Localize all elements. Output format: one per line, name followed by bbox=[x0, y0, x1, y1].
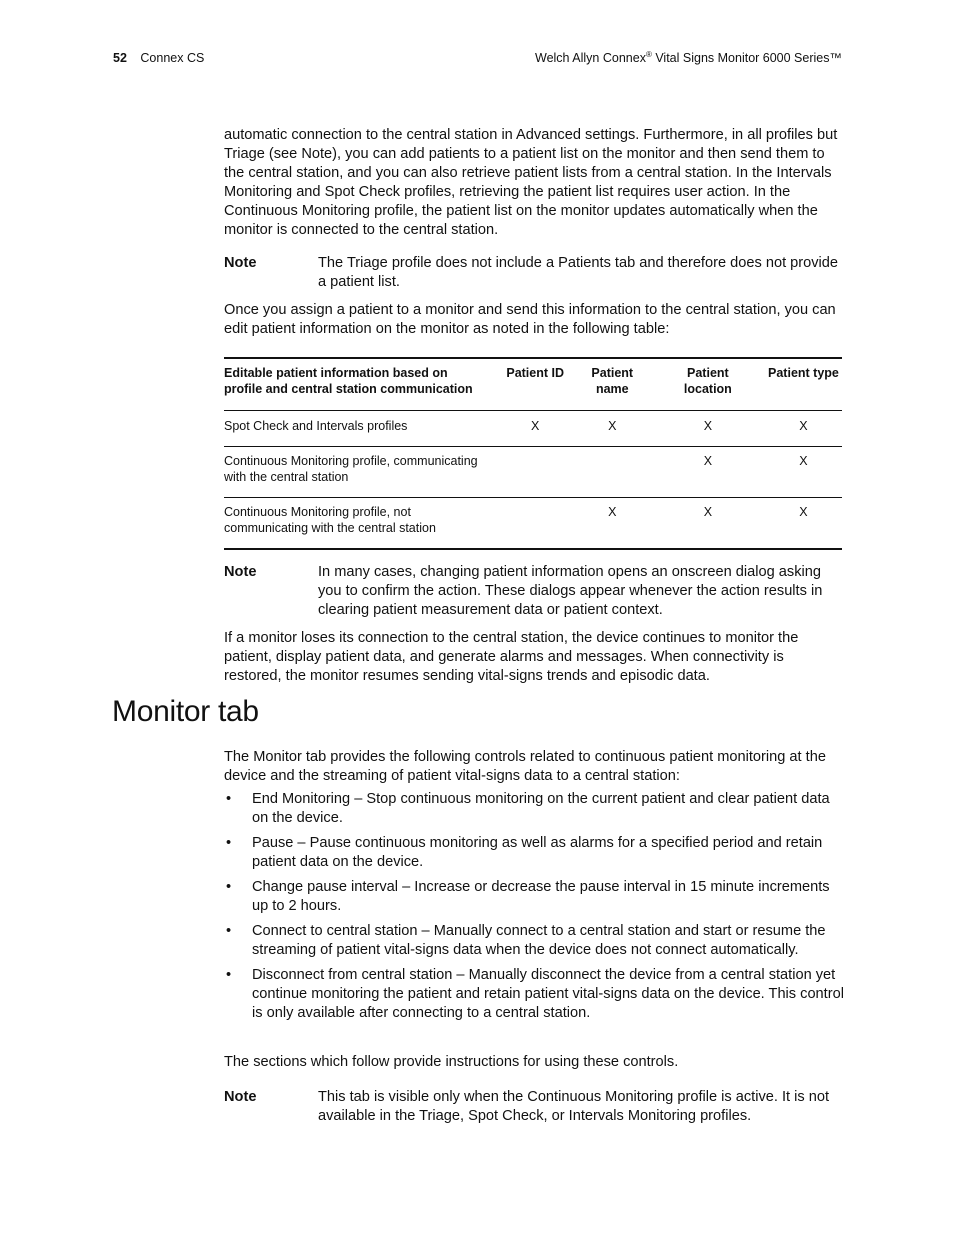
list-item bbox=[224, 922, 844, 960]
editable-info-table bbox=[224, 357, 842, 550]
list-item-text: Change pause interval – Increase or decrease the pause interval in 15 minute increments up to 2 hours. bbox=[252, 879, 830, 914]
cell-patient-id bbox=[497, 447, 574, 498]
bullet-glyph: • bbox=[226, 967, 232, 983]
sections-paragraph: The sections which follow provide instructions for using these controls. bbox=[224, 1054, 679, 1070]
bullet-glyph: • bbox=[226, 791, 232, 807]
cell-patient-location: X bbox=[651, 447, 765, 498]
page-header bbox=[113, 51, 842, 69]
intro-paragraph: automatic connection to the central station in Advanced settings. Furthermore, in all profiles but Triage (see Note), you can add patients to a patient list on the monitor and then send them to the central station, and you can also retrieve patient lists from a central station. In the Intervals Monitoring and Spot Check profiles, retrieving the patient list requires user action. In the Continuous Monitoring profile, the patient list on the monitor updates automatically when the monitor is connected to the central station. bbox=[224, 127, 838, 238]
note-text: The Triage profile does not include a Patients tab and therefore does not provide a patient list. bbox=[318, 255, 839, 290]
header-description: Editable patient information based on profile and central station communication bbox=[224, 358, 497, 411]
cell-patient-type: X bbox=[765, 498, 842, 549]
cell-patient-id bbox=[497, 498, 574, 549]
header-patient-location: Patient location bbox=[651, 358, 765, 411]
row-description: Continuous Monitoring profile, not communicating with the central station bbox=[224, 498, 497, 549]
registered-mark: ® bbox=[645, 49, 652, 59]
doc-title-prefix: Welch Allyn Connex bbox=[535, 51, 646, 65]
bullet-glyph: • bbox=[226, 879, 232, 895]
assign-paragraph: Once you assign a patient to a monitor and send this information to the central station, you can edit patient information on the monitor as noted in the following table: bbox=[224, 302, 836, 337]
section-title: Monitor tab bbox=[112, 695, 259, 728]
note-label: Note bbox=[224, 1089, 257, 1105]
header-patient-id: Patient ID bbox=[497, 358, 574, 411]
list-item-text: Pause – Pause continuous monitoring as well as alarms for a specified period and retain patient data on the device. bbox=[252, 835, 823, 870]
page-number: 52 bbox=[113, 51, 127, 65]
list-item bbox=[224, 834, 844, 872]
header-patient-name: Patient name bbox=[574, 358, 651, 411]
doc-title-suffix: Vital Signs Monitor 6000 Series™ bbox=[651, 51, 842, 65]
cell-patient-type: X bbox=[765, 411, 842, 447]
connection-paragraph: If a monitor loses its connection to the central station, the device continues to monitor the patient, display patient data, and generate alarms and messages. When connectivity is restored, the monitor resumes sending vital-signs trends and episodic data. bbox=[224, 630, 799, 684]
header-left bbox=[113, 51, 204, 65]
monitor-intro-paragraph: The Monitor tab provides the following controls related to continuous patient monitoring at the device and the streaming of patient vital-signs data to a central station: bbox=[224, 749, 826, 784]
list-item bbox=[224, 790, 844, 828]
bullet-glyph: • bbox=[226, 923, 232, 939]
note-tab-visibility bbox=[224, 1088, 844, 1126]
list-item bbox=[224, 878, 844, 916]
list-item bbox=[224, 966, 844, 1023]
table-row bbox=[224, 447, 842, 498]
note-text: In many cases, changing patient information opens an onscreen dialog asking you to confirm the action. These dialogs appear whenever the action results in clearing patient measurement data or patient context. bbox=[318, 564, 823, 618]
table-header-row bbox=[224, 358, 842, 411]
note-triage bbox=[224, 254, 844, 292]
cell-patient-type: X bbox=[765, 447, 842, 498]
cell-patient-name: X bbox=[574, 411, 651, 447]
table-row bbox=[224, 411, 842, 447]
note-text: This tab is visible only when the Continuous Monitoring profile is active. It is not available in the Triage, Spot Check, or Intervals Monitoring profiles. bbox=[318, 1089, 830, 1124]
header-doc-title bbox=[535, 51, 842, 65]
cell-patient-name bbox=[574, 447, 651, 498]
cell-patient-id: X bbox=[497, 411, 574, 447]
bullet-glyph: • bbox=[226, 835, 232, 851]
controls-list bbox=[224, 790, 844, 1029]
table-row bbox=[224, 498, 842, 549]
cell-patient-name: X bbox=[574, 498, 651, 549]
list-item-text: Connect to central station – Manually connect to a central station and start or resume the streaming of patient vital-signs data when the device does not connect automatically. bbox=[252, 923, 826, 958]
list-item-text: Disconnect from central station – Manually disconnect the device from a central station yet continue monitoring the patient and retain patient vital-signs data on the device. This control is only available after connecting to a central station. bbox=[252, 967, 844, 1021]
cell-patient-location: X bbox=[651, 498, 765, 549]
note-label: Note bbox=[224, 564, 257, 580]
header-patient-type: Patient type bbox=[765, 358, 842, 411]
list-item-text: End Monitoring – Stop continuous monitoring on the current patient and clear patient data on the device. bbox=[252, 791, 830, 826]
note-label: Note bbox=[224, 255, 257, 271]
row-description: Spot Check and Intervals profiles bbox=[224, 411, 497, 447]
note-dialog bbox=[224, 563, 844, 620]
header-section: Connex CS bbox=[140, 51, 205, 65]
cell-patient-location: X bbox=[651, 411, 765, 447]
row-description: Continuous Monitoring profile, communicating with the central station bbox=[224, 447, 497, 498]
